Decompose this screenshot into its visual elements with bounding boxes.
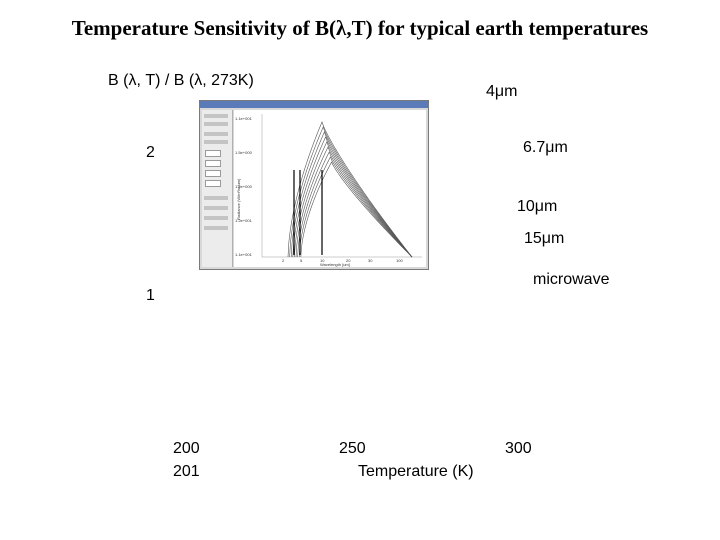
inset-x-tick: 100 bbox=[396, 258, 403, 263]
inset-y-tick: 1.5e+000 bbox=[235, 150, 252, 155]
x-tick-label: 300 bbox=[505, 440, 532, 457]
control-field bbox=[205, 160, 221, 167]
screenshot-plot-area bbox=[234, 110, 426, 267]
inset-x-tick: 20 bbox=[346, 258, 351, 263]
control-row bbox=[204, 216, 228, 220]
inset-x-tick: 10 bbox=[320, 258, 325, 263]
inset-y-tick: 1.1e+001 bbox=[235, 252, 252, 257]
chart-title: Temperature Sensitivity of B(λ,T) for typical earth temperatures bbox=[71, 16, 649, 40]
planck-curve bbox=[298, 152, 412, 257]
inset-y-tick: 1.2e+001 bbox=[235, 218, 252, 223]
control-row bbox=[204, 206, 228, 210]
inset-chart-svg bbox=[234, 110, 426, 267]
inset-x-axis-label: Wavelength [um] bbox=[320, 262, 350, 267]
inset-curves bbox=[288, 122, 412, 257]
control-row bbox=[204, 196, 228, 200]
inset-y-tick: 1.1e+001 bbox=[235, 116, 252, 121]
planck-curve bbox=[301, 162, 412, 257]
series-label-15um: 15μm bbox=[524, 230, 565, 247]
x-tick-label: 201 bbox=[173, 463, 200, 480]
screenshot-titlebar bbox=[200, 101, 428, 108]
planck-curve bbox=[294, 142, 412, 257]
series-label-10um: 10μm bbox=[517, 198, 558, 215]
control-field bbox=[205, 150, 221, 157]
y-tick-label: 2 bbox=[146, 144, 155, 161]
control-field bbox=[205, 170, 221, 177]
control-row bbox=[204, 226, 228, 230]
control-field bbox=[205, 180, 221, 187]
control-row bbox=[204, 140, 228, 144]
screenshot-control-panel bbox=[202, 110, 233, 267]
inset-x-tick: 30 bbox=[368, 258, 373, 263]
y-tick-label: 1 bbox=[146, 287, 155, 304]
y-axis-label: B (λ, T) / B (λ, 273K) bbox=[108, 72, 254, 89]
series-label-6-7um: 6.7μm bbox=[523, 139, 568, 156]
inset-y-tick: 1.2e+000 bbox=[235, 184, 252, 189]
inset-y-axis-label: Radiance (W/m²/sr/um) bbox=[236, 178, 241, 220]
inset-x-tick: 5 bbox=[300, 258, 303, 263]
x-tick-label: 200 bbox=[173, 440, 200, 457]
series-label-microwave: microwave bbox=[533, 271, 610, 288]
x-tick-label: 250 bbox=[339, 440, 366, 457]
planck-curve bbox=[299, 157, 412, 257]
control-row bbox=[204, 114, 228, 118]
planck-plot-screenshot bbox=[199, 100, 429, 270]
control-row bbox=[204, 122, 228, 126]
series-label-4um: 4μm bbox=[486, 83, 518, 100]
control-row bbox=[204, 132, 228, 136]
inset-x-tick: 2 bbox=[282, 258, 285, 263]
x-axis-label: Temperature (K) bbox=[358, 463, 474, 480]
